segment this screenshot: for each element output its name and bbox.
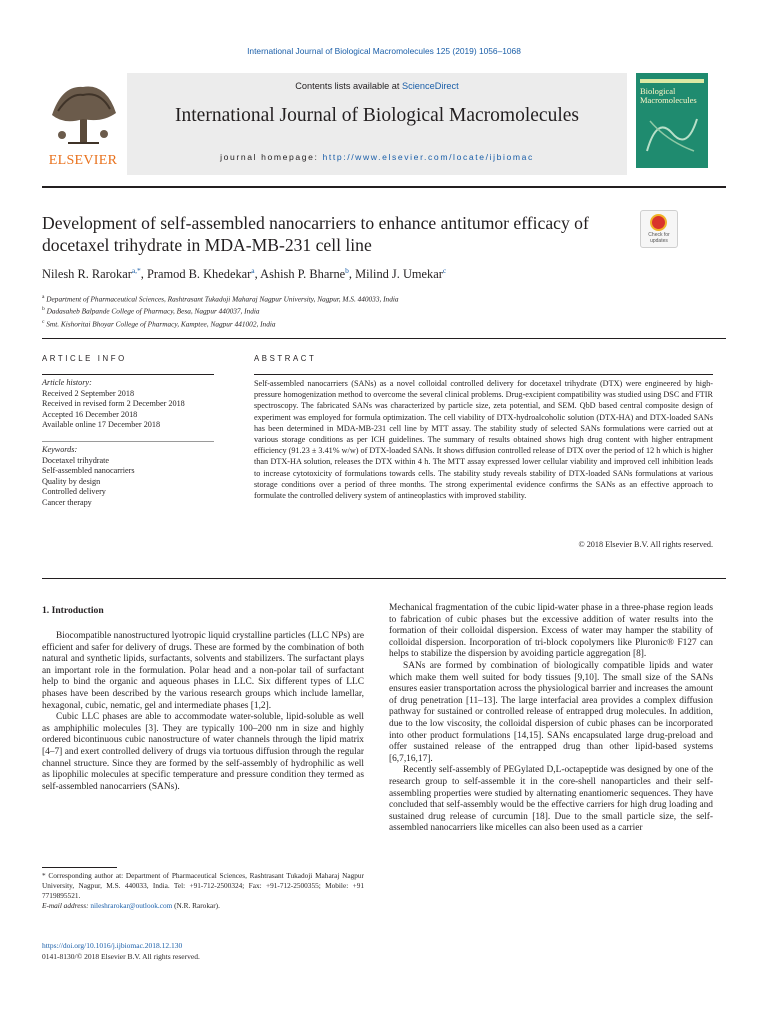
author-affiliation-mark[interactable]: b: [345, 266, 349, 275]
author-name[interactable]: Pramod B. Khedekar: [147, 267, 252, 282]
abstract-heading: ABSTRACT: [254, 354, 317, 363]
author-affiliation-mark[interactable]: a: [251, 266, 255, 275]
author-name[interactable]: Milind J. Umekar: [355, 267, 443, 282]
footnote-rule: [42, 867, 117, 868]
corresponding-text: * Corresponding author at: Department of Pharmaceutical Sciences, Rashtrasant Tukadoji Maharaj Nagpur University, Nagpur, M.S. 440033, India. Tel: +91-712-2500324; Fax: +91-712-2500355; Mobile: +91 7719895521.: [42, 871, 364, 900]
introduction-heading: 1. Introduction: [42, 605, 104, 616]
email-line: [42, 901, 364, 911]
journal-homepage: [127, 152, 627, 162]
contents-line: [127, 81, 627, 91]
article-history: [42, 378, 214, 431]
contents-prefix: Contents lists available at: [295, 81, 403, 91]
header-rule: [42, 186, 726, 188]
body-paragraph: Recently self-assembly of PEGylated D,L-octapeptide was designed by one of the research group to self-assemble it in the core-shell nanoparticles and their self-assembling properties were studied by alternating enantiomeric sequences. They have concluded that self-assembly would be the effective carriers for high drug loading and sustained drug release of curcumin [18]. Due to the small particle size, the self-assembled nanocarriers like micelles can also been used as a carrier: [389, 765, 713, 834]
body-paragraph: Biocompatible nanostructured lyotropic liquid crystalline particles (LLC NPs) are efficient and safer for delivery of drugs. These are formed by the combination of both natural and synthetic lipids, surfactants, solvents and stabilizers. The surfactant plays an important role in the formulation. Polar head and a non-polar tail of surfactant help to bind the organic and aqueous phases in LLC. Six different types of LLC phases have been described by the various research groups which include lamellar, hexagonal, cubic, nematic, gel and intermediate phases [1,2].: [42, 631, 364, 711]
issn-line: 0141-8130/© 2018 Elsevier B.V. All rights reserved.: [42, 951, 200, 961]
keyword-item: Cancer therapy: [42, 497, 92, 507]
keyword-item: Self-assembled nanocarriers: [42, 466, 135, 476]
keywords-rule: [42, 441, 214, 442]
article-info-rule: [42, 374, 214, 375]
history-item: Accepted 16 December 2018: [42, 409, 138, 419]
right-column: [389, 603, 713, 835]
keyword-item: Docetaxel trihydrate: [42, 455, 110, 465]
publisher-name: ELSEVIER: [48, 153, 118, 168]
affiliations: [42, 292, 722, 329]
body-paragraph: SANs are formed by combination of biologically compatible lipids and water which make them well suited for body tissues [9,10]. The small size of the SANs ensures easier transportation across the physiological barrier and increases the amount of drug penetration [11–13]. The large interfacial area provides a complex diffusion pathway for sustained or controlled release of entrapped drug molecules. In addition, due to the low viscosity, the colloidal dispersion of cubic phases can be incorporated into other product formulations [14,15]. SANs encapsulated large drug-preload and offer sustained release of the entrapped drug than other lipid-based systems [6,7,16,17].: [389, 660, 713, 764]
abstract-rule: [254, 374, 713, 375]
history-label: Article history:: [42, 378, 92, 387]
doi-link[interactable]: https://doi.org/10.1016/j.ijbiomac.2018.12.130: [42, 941, 183, 950]
check-for-updates-button[interactable]: [640, 210, 678, 248]
email-link[interactable]: nileshrarokar@outlook.com: [90, 901, 173, 910]
cover-band: [640, 79, 704, 83]
author-affiliation-mark[interactable]: a,*: [131, 266, 141, 275]
cover-molecule-icon: [642, 111, 702, 161]
elsevier-tree-icon: [42, 79, 124, 151]
body-paragraph: Cubic LLC phases are able to accommodate water-soluble, lipid-soluble as well as amphiphilic molecules [3]. They are typically 100–200 nm in size and highly ordered bicontinuous cubic nanostructure of water channels through the lipid matrix [4–7] and exert controlled delivery of drugs via tortuous diffusion through the regular channel structure. Since they are formed by the self-assembly of hydrophilic as well as lipophilic molecules at specific temperature and pressure condition they termed as self-assembled nanocarriers (SANs).: [42, 712, 364, 792]
corresponding-author-note: [42, 871, 364, 911]
homepage-link[interactable]: http://www.elsevier.com/locate/ijbiomac: [322, 152, 534, 162]
elsevier-logo: [42, 79, 124, 169]
doi-block: [42, 941, 442, 962]
history-item: Available online 17 December 2018: [42, 420, 161, 430]
journal-citation[interactable]: International Journal of Biological Macromolecules 125 (2019) 1056–1068: [247, 46, 521, 56]
keywords: [42, 445, 214, 509]
email-label: E-mail address:: [42, 901, 91, 910]
author-name[interactable]: Nilesh R. Rarokar: [42, 267, 132, 282]
author-affiliation-mark[interactable]: c: [442, 266, 447, 275]
affiliation-item: $^c$ Smt. Kishoritai Bhoyar College of Pharmacy, Kamptee, Nagpur 441002, India: [42, 318, 276, 329]
sciencedirect-link[interactable]: ScienceDirect: [402, 81, 459, 91]
article-info-heading: ARTICLE INFO: [42, 354, 127, 363]
affiliation-item: $^a$ Department of Pharmaceutical Sciences, Rashtrasant Tukadoji Maharaj Nagpur University, Nagpur, M.S. 440033, India: [42, 294, 399, 304]
article-title: Development of self-assembled nanocarriers to enhance antitumor efficacy of docetaxel trihydrate in MDA-MB-231 cell line: [42, 213, 589, 255]
check-updates-icon: [650, 214, 667, 231]
journal-title: International Journal of Biological Macromolecules: [175, 105, 579, 126]
keywords-label: Keywords:: [42, 445, 78, 454]
author-name[interactable]: Ashish P. Bharne: [260, 267, 346, 282]
journal-cover[interactable]: [636, 73, 708, 168]
history-item: Received in revised form 2 December 2018: [42, 399, 185, 409]
homepage-prefix: journal homepage:: [220, 152, 323, 162]
section-rule: [42, 338, 726, 339]
abstract-text: Self-assembled nanocarriers (SANs) as a novel colloidal controlled delivery for docetaxel trihydrate (DTX) were engineered by high-pressure homogenization method to overcome the several clinical problems. Drug-excipient compatibility was studied using DSC and FTIR spectroscopy. The fabricated SANs was characterized by particle size, zeta potential, and SEM. QbD based central composite design of experiment was employed for formula optimization. The cell viability of DTX-hydroalcoholic solution (DTX-HA) and DTX-loaded SANs has been determined in MDA-MB-231 cell line by MTT assay. The stability study of selected SANs formulations were carried out at various storage conditions as per ICH guidelines. The summary of results obtained shows high drug content with higher entrapment efficiency (91.23 ± 3.41% w/w) of DTX-loaded SANs. It shows diffusion controlled release of DTX over the period of 12 h which is higher than DTX-HA solution, releases the DTX within 4 h. The MTT assay expressed lower cellular viability and improved cell inhibition leads to increase cytotoxicity of formulations towards cells. The stability study reveals stability of DTX-loaded SANs formulations at various storage conditions over a period of three months. The strong experimental evidence confirms the SANs as an effective approach to formulate the controlled delivery system of antineoplastics with improved stability.: [254, 379, 713, 501]
email-suffix: (N.R. Rarokar).: [172, 901, 220, 910]
left-column: [42, 631, 364, 793]
check-updates-label: Check for updates: [648, 232, 670, 244]
body-paragraph: Mechanical fragmentation of the cubic lipid-water phase in a three-phase region leads to fabrication of cubic phases but the excessive addition of water results into the formation of their colloidal dispersion. Excess of water may hamper the stability of colloidal dispersion. Incorporation of tri-block copolymers like Pluronic® F127 can helps to stabilize the dispersion by avoiding particle aggregation [8].: [389, 603, 713, 660]
keyword-item: Controlled delivery: [42, 487, 106, 497]
cover-title: Biological Macromolecules: [640, 86, 697, 105]
affiliation-item: $^b$ Dadasaheb Balpande College of Pharmacy, Besa, Nagpur 440037, India: [42, 306, 260, 316]
keyword-item: Quality by design: [42, 476, 101, 486]
history-item: Received 2 September 2018: [42, 388, 135, 398]
body-rule: [42, 578, 726, 579]
author-list: Nilesh R. Rarokar$^{a,*}$, Pramod B. Khedekar$^a$, Ashish P. Bharne$^b$, Milind J. Umekar$^c$: [42, 266, 447, 282]
abstract-copyright: © 2018 Elsevier B.V. All rights reserved.: [578, 540, 713, 549]
